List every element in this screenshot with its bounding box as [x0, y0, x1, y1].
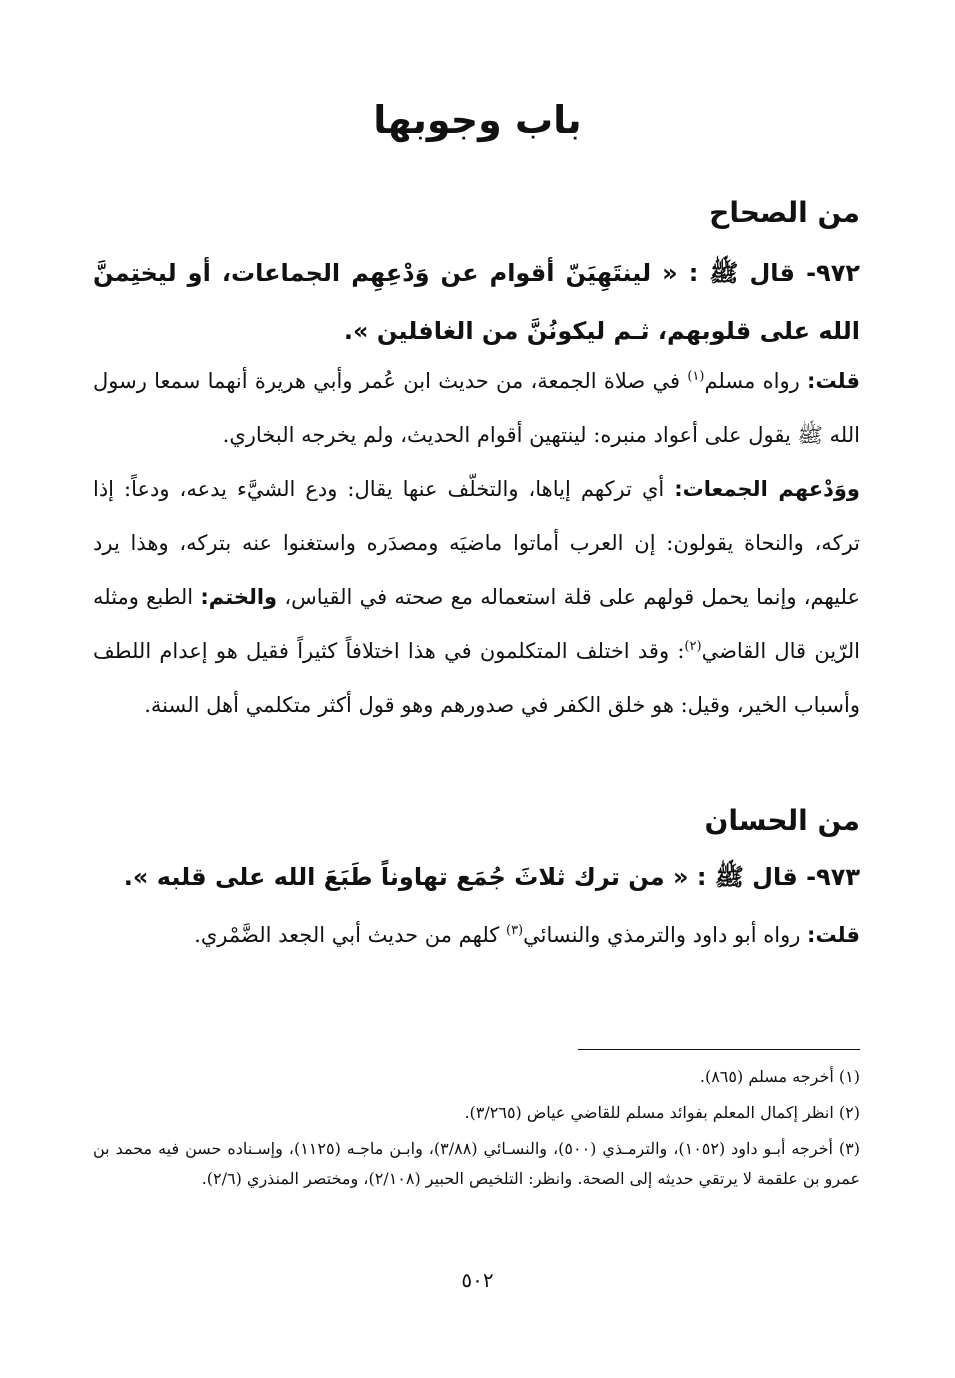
section-heading-sahih: من الصحاح	[709, 196, 860, 229]
commentary-text: رواه أبو داود والترمذي والنسائي	[523, 923, 801, 947]
commentary-text: في صلاة الجمعة، من حديث ابن عُمر وأبي هريرة أنهما سمعا رسول الله ﷺ يقول على أعواد منبره: لينتهين أقوام الحديث، ولم يخرجه البخاري.	[93, 369, 860, 447]
footnote-ref-2[interactable]: (٢)	[684, 639, 702, 654]
hadith-972: ٩٧٢- قال ﷺ : « لينتَهِيَنّ أقوام عن وَدْعِهِم الجماعات، أو ليختِمنَّ الله على قلوبهم، ثـم ليكونُنَّ من الغافلين ».	[93, 259, 860, 345]
commentary-text: رواه مسلم	[704, 369, 800, 393]
defined-term: ووَدْعهم الجمعات:	[674, 477, 860, 501]
commentary-text: : وقد اختلف المتكلمون في هذا اختلافاً كثيراً فقيل هو إعدام اللطف وأسباب الخير، وقيل: هو خلق الكفر في صدورهم وهو قول أكثر متكلمي أهل السنة.	[93, 639, 860, 717]
footnote-3: (٣) أخرجه أبـو داود (١٠٥٢)، والترمـذي (٥٠٠)، والنسـائي (٣/٨٨)، وابـن ماجـه (١١٢٥)، وإسـناده حسن فيه محمد بن عمرو بن علقمة لا يرتقي حديثه إلى الصحة. وانظر: التلخيص الحبير (٢/١٠٨)، ومختصر المنذري (٢/٦).	[93, 1139, 861, 1188]
chapter-title: باب وجوبها	[373, 98, 582, 142]
hadith-973: ٩٧٣- قال ﷺ : « من ترك ثلاثَ جُمَع تهاوناً طَبَعَ الله على قلبه ».	[123, 863, 860, 891]
commentary-lead: قلت:	[807, 369, 860, 393]
footnote-2: (٢) انظر إكمال المعلم بفوائد مسلم للقاضي عياض (٣/٢٦٥).	[464, 1103, 860, 1122]
footnote-1: (١) أخرجه مسلم (٨٦٥).	[699, 1067, 860, 1086]
footnote-divider	[578, 1049, 860, 1050]
footnote-ref-3[interactable]: (٣)	[505, 923, 524, 938]
commentary-973	[93, 908, 860, 962]
footnote-ref-1[interactable]: (١)	[687, 369, 705, 384]
footnotes	[93, 1062, 860, 1200]
commentary-lead: قلت:	[807, 923, 860, 947]
commentary-text: أي تركهم إياها، والتخلّف عنها يقال: ودع الشيَّء يدعه، ودعاً: إذا تركه، والنحاة يقولون: إن العرب أماتوا ماضيَه ومصدَره واستغنوا عنه بتركه، وهذا يرد عليهم، وإنما يحمل قولهم على قلة استعماله مع صحته في القياس،	[93, 477, 860, 609]
section-heading-hisan: من الحسان	[704, 804, 860, 837]
commentary-972	[93, 354, 860, 732]
defined-term: والختم:	[200, 585, 278, 609]
page-number: ٥٠٢	[461, 1268, 494, 1292]
commentary-text: كلهم من حديث أبي الجعد الضَّمْري.	[194, 923, 500, 947]
commentary-text: الطبع ومثله الرّين قال القاضي	[93, 585, 860, 663]
